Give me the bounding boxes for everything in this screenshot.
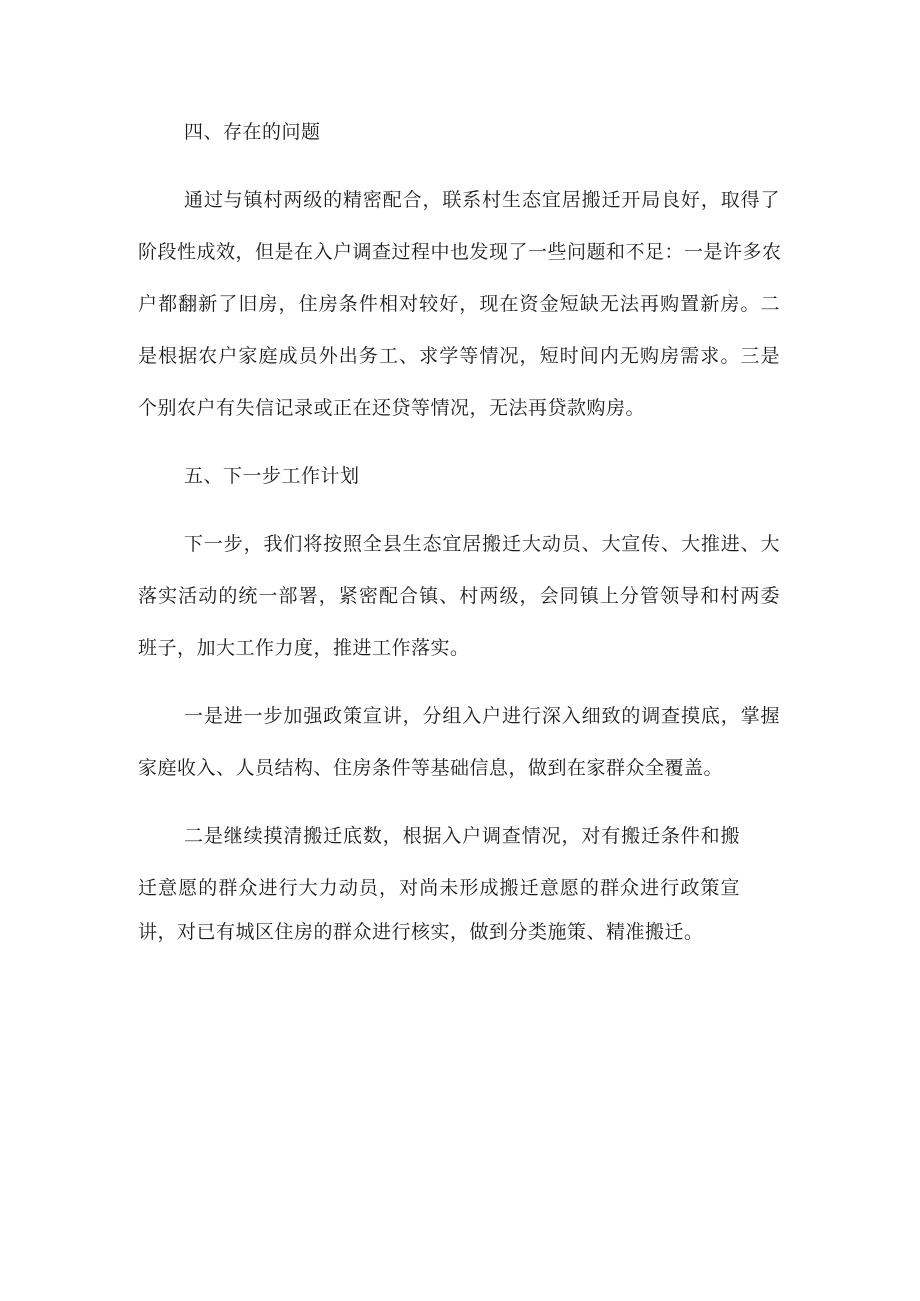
paragraph-line: 通过与镇村两级的精密配合，联系村生态宜居搬迁开局良好，取得了 [184, 189, 780, 211]
paragraph-line: 一是进一步加强政策宣讲，分组入户进行深入细致的调查摸底，掌握 [184, 705, 780, 727]
paragraph-line: 落实活动的统一部署，紧密配合镇、村两级，会同镇上分管领导和村两委 [138, 585, 780, 607]
paragraph-line: 是根据农户家庭成员外出务工、求学等情况，短时间内无购房需求。三是 [138, 345, 780, 367]
section-heading-problems: 四、存在的问题 [184, 121, 321, 143]
paragraph-line: 户都翻新了旧房，住房条件相对较好，现在资金短缺无法再购置新房。二 [138, 293, 780, 315]
paragraph-line: 二是继续摸清搬迁底数，根据入户调查情况，对有搬迁条件和搬 [184, 825, 740, 847]
paragraph-line: 迁意愿的群众进行大力动员，对尚未形成搬迁意愿的群众进行政策宣 [138, 877, 740, 899]
paragraph-line: 班子，加大工作力度，推进工作落实。 [138, 637, 470, 659]
paragraph-line: 讲，对已有城区住房的群众进行核实，做到分类施策、精准搬迁。 [138, 921, 704, 943]
paragraph-line: 个别农户有失信记录或正在还贷等情况，无法再贷款购房。 [138, 397, 646, 419]
paragraph-line: 阶段性成效，但是在入户调查过程中也发现了一些问题和不足：一是许多农 [138, 241, 782, 263]
section-heading-next-plan: 五、下一步工作计划 [184, 465, 360, 487]
paragraph-line: 家庭收入、人员结构、住房条件等基础信息，做到在家群众全覆盖。 [138, 757, 724, 779]
paragraph-line: 下一步，我们将按照全县生态宜居搬迁大动员、大宣传、大推进、大 [184, 533, 780, 555]
